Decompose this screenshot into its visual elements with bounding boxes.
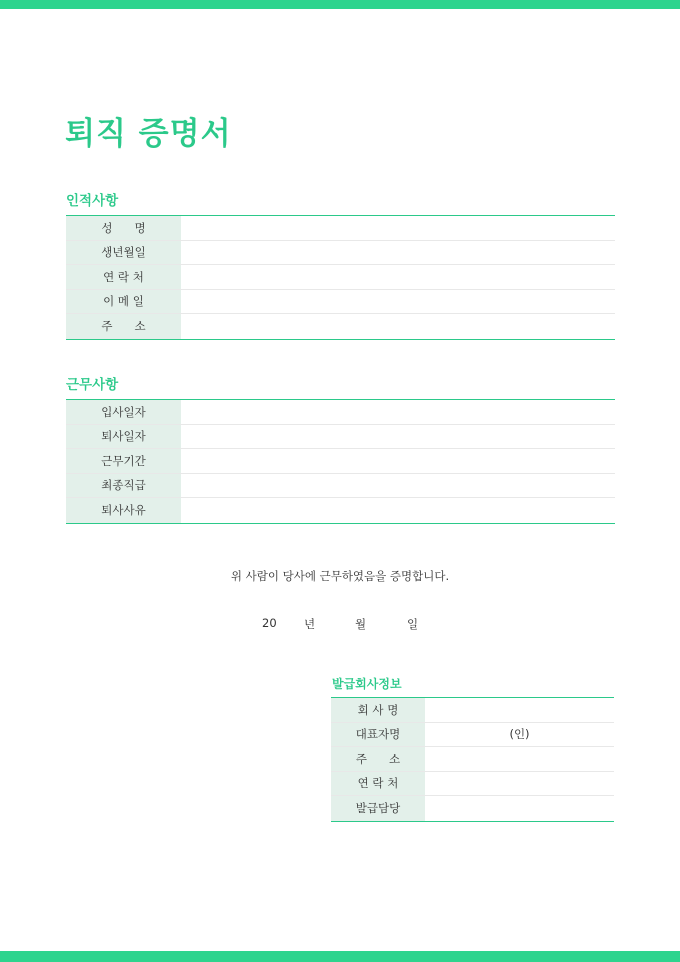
field-value-contact[interactable] bbox=[181, 265, 615, 289]
field-value-company-contact[interactable] bbox=[425, 772, 614, 796]
employment-section-heading: 근무사항 bbox=[66, 377, 119, 393]
field-value-name[interactable] bbox=[181, 216, 615, 240]
table-row bbox=[66, 241, 615, 266]
field-label-resign-reason: 퇴사사유 bbox=[66, 498, 181, 523]
table-row bbox=[66, 449, 615, 474]
company-info-table bbox=[331, 697, 614, 822]
field-label-period: 근무기간 bbox=[66, 449, 181, 473]
field-label-company-name: 회 사 명 bbox=[331, 698, 425, 722]
field-value-final-position[interactable] bbox=[181, 474, 615, 498]
field-label-resign-date: 퇴사일자 bbox=[66, 425, 181, 449]
personal-info-table bbox=[66, 215, 615, 340]
field-label-hire-date: 입사일자 bbox=[66, 400, 181, 424]
table-row bbox=[66, 474, 615, 499]
personal-section-heading: 인적사항 bbox=[66, 193, 119, 209]
field-label-final-position: 최종직급 bbox=[66, 474, 181, 498]
field-value-resign-date[interactable] bbox=[181, 425, 615, 449]
table-row bbox=[331, 747, 614, 772]
field-label-address: 주 소 bbox=[66, 314, 181, 339]
field-value-issuer[interactable] bbox=[425, 796, 614, 821]
table-row bbox=[331, 698, 614, 723]
certification-statement: 위 사람이 당사에 근무하였음을 증명합니다. bbox=[230, 569, 450, 583]
table-row bbox=[66, 265, 615, 290]
field-label-company-contact: 연 락 처 bbox=[331, 772, 425, 796]
table-row bbox=[66, 314, 615, 339]
field-label-representative: 대표자명 bbox=[331, 723, 425, 747]
field-label-company-address: 주 소 bbox=[331, 747, 425, 771]
document-title: 퇴직 증명서 bbox=[65, 116, 232, 152]
table-row bbox=[66, 425, 615, 450]
field-label-birthdate: 생년월일 bbox=[66, 241, 181, 265]
field-label-issuer: 발급담당 bbox=[331, 796, 425, 821]
table-row bbox=[331, 796, 614, 821]
date-month-label: 월 bbox=[355, 617, 367, 631]
field-value-hire-date[interactable] bbox=[181, 400, 615, 424]
field-value-birthdate[interactable] bbox=[181, 241, 615, 265]
field-value-address[interactable] bbox=[181, 314, 615, 339]
date-day-label: 일 bbox=[407, 617, 419, 631]
field-value-company-name[interactable] bbox=[425, 698, 614, 722]
field-value-email[interactable] bbox=[181, 290, 615, 314]
date-year-prefix: 20 bbox=[262, 616, 277, 630]
company-section-heading: 발급회사정보 bbox=[332, 677, 402, 691]
bottom-accent-bar bbox=[0, 951, 680, 962]
field-value-period[interactable] bbox=[181, 449, 615, 473]
date-year-label: 년 bbox=[304, 617, 316, 631]
field-label-name: 성 명 bbox=[66, 216, 181, 240]
field-value-resign-reason[interactable] bbox=[181, 498, 615, 523]
top-accent-bar bbox=[0, 0, 680, 9]
table-row bbox=[331, 772, 614, 797]
field-label-email: 이 메 일 bbox=[66, 290, 181, 314]
field-value-company-address[interactable] bbox=[425, 747, 614, 771]
table-row bbox=[66, 498, 615, 523]
table-row bbox=[66, 400, 615, 425]
employment-info-table bbox=[66, 399, 615, 524]
table-row bbox=[331, 723, 614, 748]
table-row bbox=[66, 216, 615, 241]
table-row bbox=[66, 290, 615, 315]
field-label-contact: 연 락 처 bbox=[66, 265, 181, 289]
field-value-representative[interactable]: (인) bbox=[509, 727, 530, 742]
